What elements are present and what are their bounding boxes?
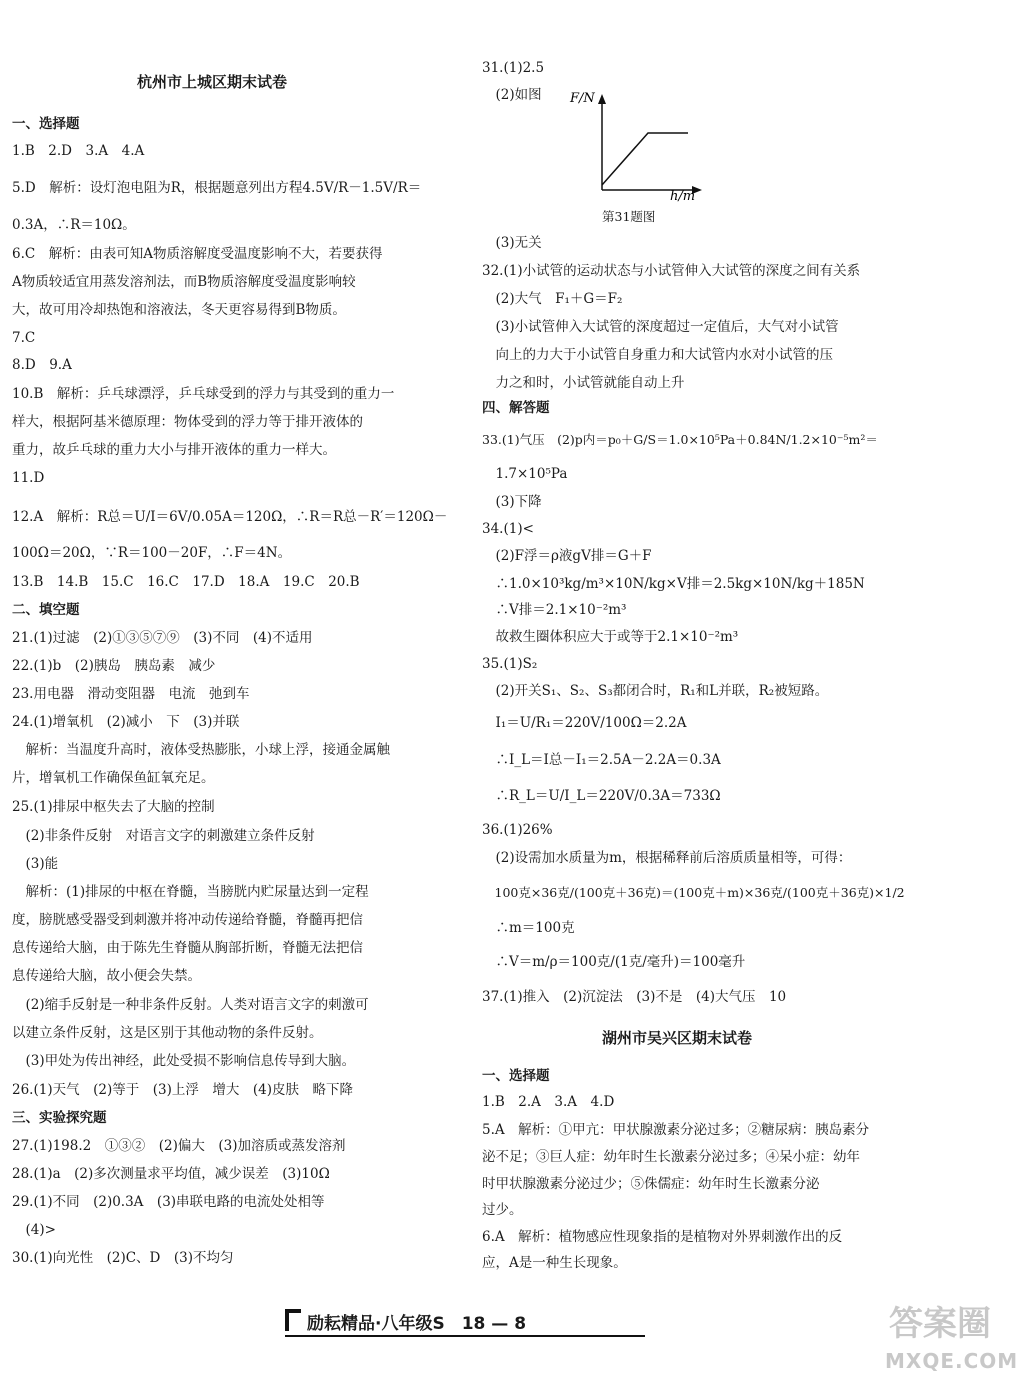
section-heading: 三、实验探究题	[12, 1110, 107, 1126]
answer-line: 28.(1)a (2)多次测量求平均值，减少误差 (3)10Ω	[12, 1166, 330, 1182]
answer-line: ∴V＝m/ρ＝100克/(1克/毫升)＝100毫升	[482, 954, 746, 970]
answer-line: 解析：(1)排尿的中枢在脊髓，当膀胱内贮尿量达到一定程	[12, 884, 369, 900]
answer-line: 息传递给大脑，故小便会失禁。	[12, 968, 201, 984]
watermark	[885, 1302, 1018, 1390]
answer-line: 31.(1)2.5	[482, 60, 545, 76]
answer-line: ∴m＝100克	[482, 920, 575, 936]
answer-line: 0.3A，∴R＝10Ω。	[12, 217, 136, 233]
answer-line: 泌不足；③巨人症：幼年时生长激素分泌过多；④呆小症：幼年	[482, 1149, 860, 1165]
answer-line: (3)下降	[482, 494, 542, 510]
answer-line: 26.(1)天气 (2)等于 (3)上浮 增大 (4)皮肤 略下降	[12, 1082, 353, 1098]
answer-line: 12.A 解析：R总＝U/I＝6V/0.05A＝120Ω，∴R＝R总－R′＝120Ω－	[12, 509, 448, 525]
answer-line: (2)开关S₁、S₂、S₃都闭合时，R₁和L并联，R₂被短路。	[482, 683, 829, 699]
answer-line: 25.(1)排尿中枢失去了大脑的控制	[12, 799, 215, 815]
answer-line: 8.D 9.A	[12, 357, 72, 373]
answer-line: 应，A是一种生长现象。	[482, 1255, 627, 1271]
y-axis-arrow	[598, 94, 606, 104]
answer-line: (4)>	[12, 1222, 56, 1238]
force-curve	[602, 133, 688, 185]
answer-line: 过少。	[482, 1202, 523, 1218]
answer-line: 29.(1)不同 (2)0.3A (3)串联电路的电流处处相等	[12, 1194, 325, 1210]
answer-line: 度，膀胱感受器受到刺激并将冲动传递给脊髓，脊髓再把信	[12, 912, 363, 928]
section-heading: 四、解答题	[482, 400, 550, 416]
answer-line: 33.(1)气压 (2)p内＝p₀＋G/S＝1.0×10⁵Pa＋0.84N/1.2×10⁻⁵m²＝	[482, 432, 878, 447]
answer-line: 34.(1)<	[482, 521, 534, 537]
y-axis-label: F/N	[570, 91, 595, 106]
answer-line: 100克×36克/(100克＋36克)＝(100克＋m)×36克/(100克＋36克)×1/2	[482, 885, 905, 900]
title-huzhou: 湖州市吴兴区期末试卷	[602, 1029, 753, 1047]
section-heading: 一、选择题	[482, 1068, 550, 1084]
answer-line: 1.7×10⁵Pa	[482, 466, 568, 482]
answer-line: 13.B 14.B 15.C 16.C 17.D 18.A 19.C 20.B	[12, 574, 360, 590]
section-heading: 二、填空题	[12, 602, 80, 618]
answer-line: 21.(1)过滤 (2)①③⑤⑦⑨ (3)不同 (4)不适用	[12, 630, 313, 646]
answer-line: 以建立条件反射，这是区别于其他动物的条件反射。	[12, 1025, 323, 1041]
footer-mark	[285, 1309, 301, 1331]
watermark-logo: 答案圈	[889, 1304, 991, 1344]
answer-line: (3)甲处为传出神经，此处受损不影响信息传导到大脑。	[12, 1053, 356, 1069]
answer-line: (3)无关	[482, 235, 542, 251]
answer-line: 力之和时，小试管就能自动上升	[482, 375, 685, 391]
answer-line: 故救生圈体积应大于或等于2.1×10⁻²m³	[482, 629, 739, 645]
section-heading: 一、选择题	[12, 116, 80, 132]
answer-line: 1.B 2.A 3.A 4.D	[482, 1094, 615, 1110]
title-hangzhou: 杭州市上城区期末试卷	[137, 73, 288, 91]
answer-line: 大，故可用冷却热饱和溶液法，冬天更容易得到B物质。	[12, 302, 346, 318]
answer-line: (2)如图	[482, 87, 542, 103]
answer-line: 解析：当温度升高时，液体受热膨胀，小球上浮，接通金属触	[12, 742, 390, 758]
footer-text: 励耘精品·八年级S 18 — 8	[307, 1314, 527, 1334]
answer-line: 6.C 解析：由表可知A物质溶解度受温度影响不大，若要获得	[12, 246, 383, 262]
answer-line: (3)能	[12, 856, 59, 872]
answer-line: 重力，故乒乓球的重力大小与排开液体的重力一样大。	[12, 442, 336, 458]
answer-line: (2)非条件反射 对语言文字的刺激建立条件反射	[12, 828, 315, 844]
answer-line: A物质较适宜用蒸发溶剂法，而B物质溶解度受温度影响较	[12, 274, 356, 290]
answer-line: 11.D	[12, 470, 45, 486]
answer-line: 27.(1)198.2 ①③② (2)偏大 (3)加溶质或蒸发溶剂	[12, 1138, 346, 1154]
answer-line: 32.(1)小试管的运动状态与小试管伸入大试管的深度之间有关系	[482, 263, 861, 279]
watermark-url: MXQE.COM	[885, 1349, 1018, 1373]
answer-line: (2)设需加水质量为m，根据稀释前后溶质质量相等，可得：	[482, 850, 852, 866]
answer-line: 100Ω＝20Ω，∵R＝100－20F，∴F＝4N。	[12, 545, 292, 561]
answer-line: 5.A 解析：①甲亢：甲状腺激素分泌过多；②糖尿病：胰岛素分	[482, 1122, 870, 1138]
f-h-graph	[570, 90, 710, 204]
answer-line: 35.(1)S₂	[482, 656, 538, 672]
answer-line: I₁＝U/R₁＝220V/100Ω＝2.2A	[482, 715, 687, 731]
answer-line: 时甲状腺激素分泌过少；⑤侏儒症：幼年时生长激素分泌	[482, 1176, 820, 1192]
x-axis-label: h/m	[670, 189, 696, 204]
footer-rule	[285, 1335, 645, 1337]
answer-line: 30.(1)向光性 (2)C、D (3)不均匀	[12, 1250, 234, 1266]
answer-line: 24.(1)增氧机 (2)减小 下 (3)并联	[12, 714, 240, 730]
answer-line: (2)F浮＝ρ液gV排＝G＋F	[482, 548, 652, 564]
answer-line: (2)大气 F₁＋G＝F₂	[482, 291, 623, 307]
answer-line: ∴R_L＝U/I_L＝220V/0.3A＝733Ω	[482, 788, 721, 804]
answer-line: 7.C	[12, 330, 36, 346]
figure-caption: 第31题图	[602, 209, 656, 224]
answer-line: 息传递给大脑，由于陈先生脊髓从胸部折断，脊髓无法把信	[12, 940, 363, 956]
page-footer	[285, 1305, 645, 1337]
answer-line: 23.用电器 滑动变阻器 电流 弛到车	[12, 686, 250, 702]
answer-line: 片，增氧机工作确保鱼缸氧充足。	[12, 770, 215, 786]
answer-line: 5.D 解析：设灯泡电阻为R，根据题意列出方程4.5V/R－1.5V/R＝	[12, 180, 422, 196]
answer-line: 6.A 解析：植物感应性现象指的是植物对外界刺激作出的反	[482, 1229, 843, 1245]
answer-line: ∴I_L＝I总－I₁＝2.5A－2.2A＝0.3A	[482, 752, 721, 768]
answer-line: 22.(1)b (2)胰岛 胰岛素 减少	[12, 658, 216, 674]
answer-line: ∴V排＝2.1×10⁻²m³	[482, 602, 627, 618]
answer-line: 1.B 2.D 3.A 4.A	[12, 143, 145, 159]
answer-line: ∴1.0×10³kg/m³×10N/kg×V排＝2.5kg×10N/kg＋185N	[482, 576, 865, 592]
answer-line: 36.(1)26%	[482, 822, 553, 838]
answer-line: (3)小试管伸入大试管的深度超过一定值后，大气对小试管	[482, 319, 839, 335]
f-h-graph-svg	[570, 90, 710, 204]
answer-line: 37.(1)推入 (2)沉淀法 (3)不是 (4)大气压 10	[482, 989, 787, 1005]
answer-line: 向上的力大于小试管自身重力和大试管内水对小试管的压	[482, 347, 833, 363]
answer-line: (2)缩手反射是一种非条件反射。人类对语言文字的刺激可	[12, 997, 369, 1013]
answer-line: 样大，根据阿基米德原理：物体受到的浮力等于排开液体的	[12, 414, 363, 430]
answer-line: 10.B 解析：乒乓球漂浮，乒乓球受到的浮力与其受到的重力一	[12, 386, 395, 402]
